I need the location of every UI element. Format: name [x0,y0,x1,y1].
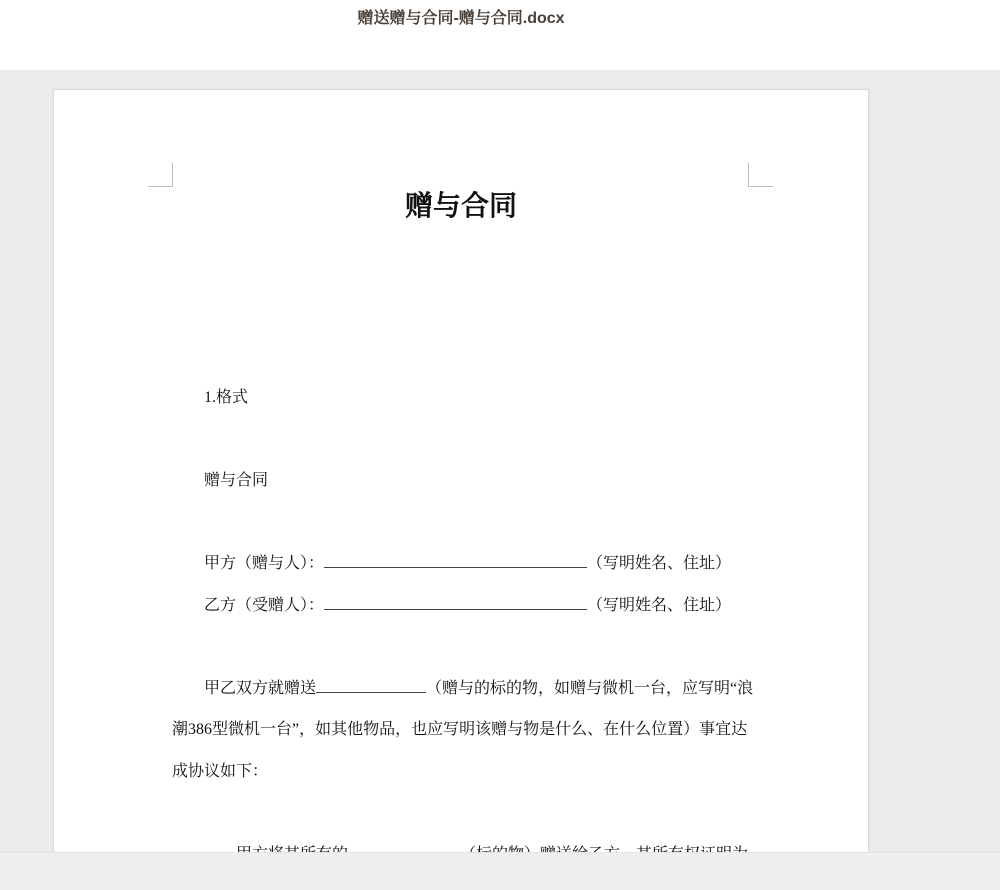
top-header [0,0,1000,70]
party-a-label: 甲方（赠与人）： [204,555,325,572]
blank-line [172,419,772,461]
agreement-paragraph [172,668,772,793]
gift-blank-underline [316,678,426,693]
section-heading: 1.格式 [204,389,249,406]
party-b-blank-underline [324,595,587,610]
blank-line [172,792,772,834]
party-a-blank-underline [324,553,587,568]
blank-line [172,502,772,544]
party-b-note: （写明姓名、住址） [587,596,732,614]
bottom-bar [0,852,1000,890]
party-a-note: （写明姓名、住址） [587,555,732,572]
agreement-line-3: 成协议如下： [172,762,269,780]
page-margin-corner-top-right [748,163,773,187]
party-b-label: 乙方（受赠人）： [204,596,325,614]
document-body [172,377,772,875]
document-page [53,89,869,853]
party-a-line [172,543,772,585]
agreement-line-2: 潮386型微机一台”，如其他物品，也应写明该赠与物是什么、在什么位置）事宜达 [172,721,748,738]
agreement-lead: 甲乙双方就赠送 [204,679,317,697]
document-viewer[interactable] [0,70,1000,852]
contract-name: 赠与合同 [204,472,269,489]
blank-line [172,626,772,668]
page-margin-corner-top-left [148,163,173,187]
document-title: 赠与合同 [404,190,517,221]
agreement-line-1-text: （赠与的标的物，如赠与微机一台，应写明“浪 [426,679,754,697]
document-filename-title: 赠送赠与合同-赠与合同.docx [357,10,565,27]
agreement-line-1 [172,668,772,710]
party-b-line [172,585,772,627]
